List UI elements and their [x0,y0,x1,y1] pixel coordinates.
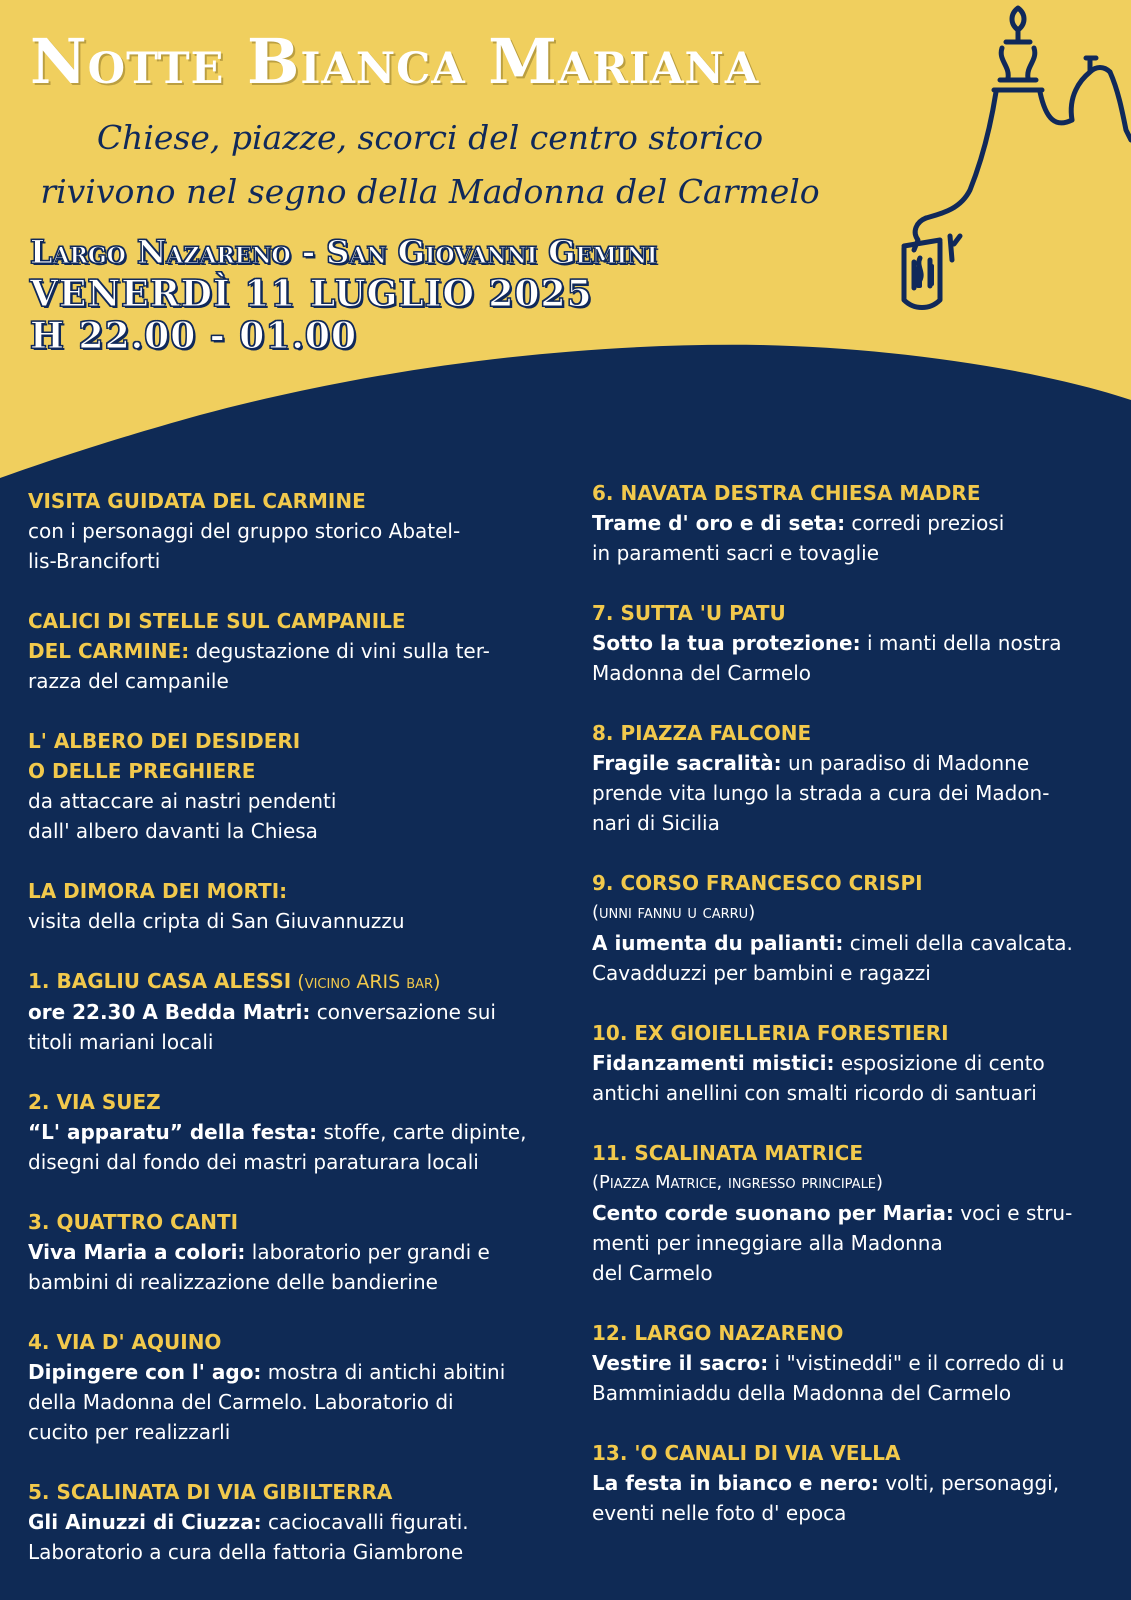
item-highlight: Cento corde suonano per Maria: [592,1201,954,1225]
program-item [592,1138,1112,1288]
item-highlight: Gli Ainuzzi di Ciuzza: [28,1510,262,1534]
item-description: menti per inneggiare alla Madonna [592,1231,943,1255]
program-item [592,598,1112,688]
program-item [28,486,548,576]
item-title: 13. 'O CANALI DI VIA VELLA [592,1441,901,1465]
item-description: da attaccare ai nastri pendenti [28,789,337,813]
item-highlight: Fidanzamenti mistici: [592,1051,835,1075]
item-description-text: corredi preziosi [845,511,1005,535]
item-description: con i personaggi del gruppo storico Abatel- [28,519,461,543]
item-description: lis-Branciforti [28,549,161,573]
item-title: 8. PIAZZA FALCONE [592,721,812,745]
program-item [28,1207,548,1297]
item-description: nari di Sicilia [592,811,720,835]
item-description [592,1198,1112,1228]
item-description: Madonna del Carmelo [592,661,811,685]
event-subtitle-line2: rivivono nel segno della Madonna del Carmelo [40,172,820,211]
item-description [592,1348,1112,1378]
item-description: prende vita lungo la strada a cura dei Madon- [592,781,1050,805]
item-highlight: Trame d' oro e di seta: [592,511,846,535]
item-description [28,636,548,666]
item-description [592,748,1112,778]
item-description: antichi anellini con smalti ricordo di santuari [592,1081,1037,1105]
item-description: eventi nelle foto d' epoca [592,1501,847,1525]
program-left-column [28,486,548,1567]
item-description [28,1117,548,1147]
event-date: VENERDÌ 11 LUGLIO 2025 [30,273,593,315]
item-title: CALICI DI STELLE SUL CAMPANILE [28,609,406,633]
item-description-text: volti, personaggi, [878,1471,1060,1495]
program-item [592,1018,1112,1108]
event-subtitle-line1: Chiese, piazze, scorci del centro storico [96,118,764,157]
program-item [28,726,548,846]
item-highlight: A iumenta du palianti: [592,931,844,955]
item-description [592,628,1112,658]
program-right-column [592,478,1112,1528]
item-description: del Carmelo [592,1261,713,1285]
item-description-text: laboratorio per grandi e [245,1240,490,1264]
event-time: H 22.00 - 01.00 [30,315,358,357]
event-title: Notte Bianca Mariana [30,25,760,98]
item-description-text: mostra di antichi abitini [261,1360,506,1384]
item-description [592,508,1112,538]
program-item [28,606,548,696]
item-description-text: stoffe, carte dipinte, [317,1120,527,1144]
item-description-text: un paradiso di Madonne [781,751,1030,775]
item-highlight: Vestire il sacro: [592,1351,769,1375]
item-description-text: cimeli della cavalcata. [843,931,1073,955]
item-description [28,1507,548,1537]
item-description-text: voci e stru- [953,1201,1073,1225]
item-description-text: i "vistineddi" e il corredo di u [768,1351,1065,1375]
item-description [28,1357,548,1387]
item-description: visita della cripta di San Giuvannuzzu [28,909,405,933]
item-highlight: Fragile sacralità: [592,751,782,775]
item-title [28,966,548,997]
item-description-text: i manti della nostra [860,631,1062,655]
item-description [592,1468,1112,1498]
program-item [592,718,1112,838]
program-item [592,868,1112,988]
item-description: titoli mariani locali [28,1030,214,1054]
item-title: 3. QUATTRO CANTI [28,1210,239,1234]
item-description-text: degustazione di vini sulla ter- [189,639,490,663]
item-title: VISITA GUIDATA DEL CARMINE [28,489,366,513]
item-title: 6. NAVATA DESTRA CHIESA MADRE [592,481,981,505]
item-title: 5. SCALINATA DI VIA GIBILTERRA [28,1480,393,1504]
item-highlight: Viva Maria a colori: [28,1240,246,1264]
item-description: cucito per realizzarli [28,1420,231,1444]
item-title: 12. LARGO NAZARENO [592,1321,844,1345]
item-description: razza del campanile [28,669,229,693]
item-title: 10. EX GIOIELLERIA FORESTIERI [592,1021,949,1045]
program-item [28,966,548,1057]
item-note: (unni fannu u carru) [592,902,756,923]
program-item [28,1477,548,1567]
item-highlight: Dipingere con l' ago: [28,1360,262,1384]
item-title: 7. SUTTA 'U PATU [592,601,786,625]
item-note: (vicino ARIS bar) [291,971,441,993]
event-place: Largo Nazareno - San Giovanni Gemini [30,233,658,271]
item-title: O DELLE PREGHIERE [28,759,256,783]
item-description: Bamminiaddu della Madonna del Carmelo [592,1381,1012,1405]
item-title: 11. SCALINATA MATRICE [592,1141,863,1165]
item-description [28,1237,548,1267]
item-title: DEL CARMINE: [28,639,190,663]
item-title: LA DIMORA DEI MORTI: [28,879,288,903]
item-description [592,928,1112,958]
item-highlight: ore 22.30 A Bedda Matri: [28,1000,311,1024]
item-title: 9. CORSO FRANCESCO CRISPI [592,871,923,895]
program-item [592,478,1112,568]
item-description: in paramenti sacri e tovaglie [592,541,879,565]
item-description: della Madonna del Carmelo. Laboratorio di [28,1390,454,1414]
item-highlight: “L' apparatu” della festa: [28,1120,318,1144]
item-description [28,997,548,1027]
program-item [28,876,548,936]
program-item [592,1318,1112,1408]
item-note: (Piazza Matrice, ingresso principale) [592,1172,884,1193]
item-title: 2. VIA SUEZ [28,1090,161,1114]
program-item [592,1438,1112,1528]
item-highlight: Sotto la tua protezione: [592,631,861,655]
item-description: Laboratorio a cura della fattoria Giambrone [28,1540,464,1564]
bell-tower-illustration [890,0,1131,330]
item-description: bambini di realizzazione delle bandierine [28,1270,438,1294]
item-highlight: La festa in bianco e nero: [592,1471,879,1495]
item-description-text: caciocavalli figurati. [261,1510,469,1534]
item-description: disegni dal fondo dei mastri paraturara locali [28,1150,479,1174]
item-description-text: conversazione sui [310,1000,496,1024]
program-item [28,1327,548,1447]
item-description: dall' albero davanti la Chiesa [28,819,318,843]
item-title: 4. VIA D' AQUINO [28,1330,222,1354]
item-description: Cavadduzzi per bambini e ragazzi [592,961,931,985]
item-description-text: esposizione di cento [834,1051,1045,1075]
program-item [28,1087,548,1177]
item-title-text: 1. BAGLIU CASA ALESSI [28,969,292,993]
item-title: L' ALBERO DEI DESIDERI [28,729,301,753]
item-description [592,1048,1112,1078]
